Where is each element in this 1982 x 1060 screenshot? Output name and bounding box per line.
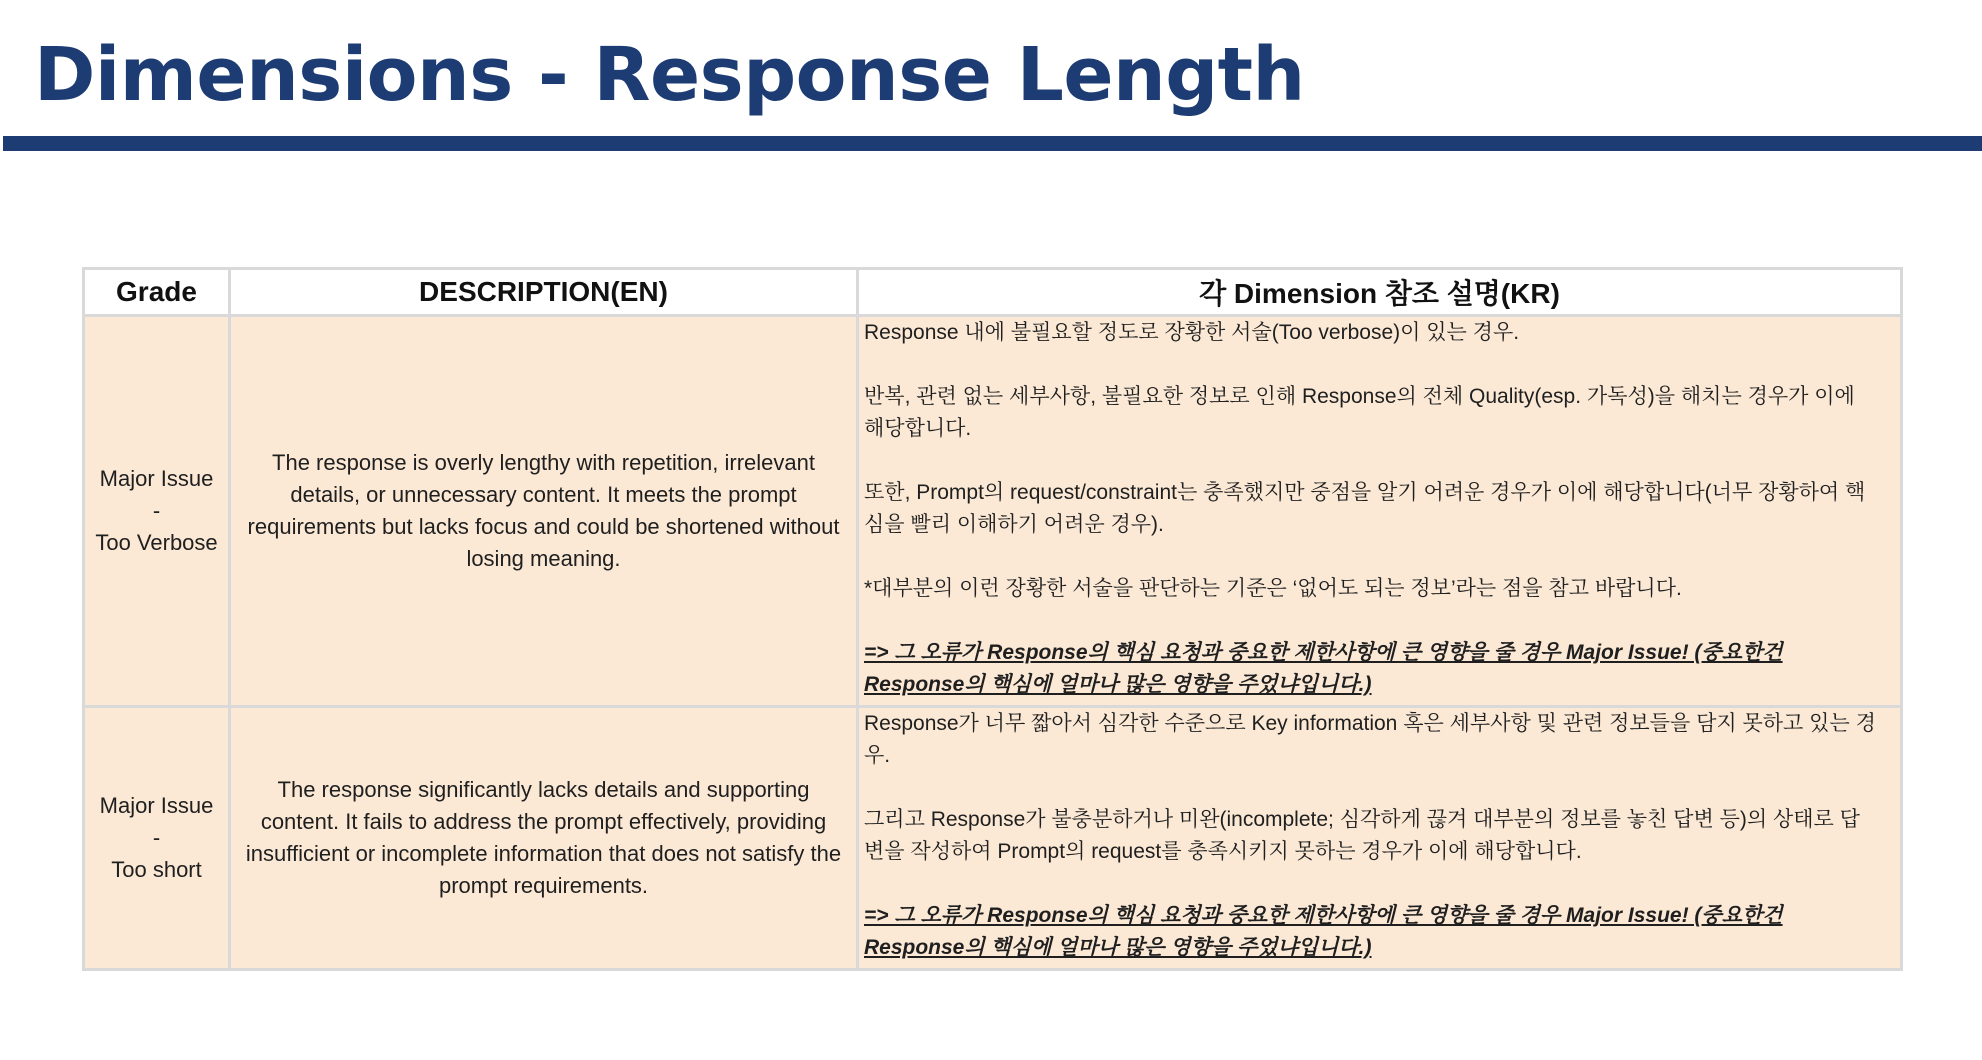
table-row [84,316,1902,707]
header-description-en: DESCRIPTION(EN) [230,269,858,316]
kr-paragraph: *대부분의 이런 장황한 서술을 판단하는 기준은 ‘없어도 되는 정보’라는 점을 참고 바랍니다. [864,577,1682,600]
kr-emphasis-note: => 그 오류가 Response의 핵심 요청과 중요한 제한사항에 큰 영향을 줄 경우 Major Issue! (중요한건 Response의 핵심에 얼마나 많은 영향을 주었냐입니다.) [864,641,1783,696]
header-grade: Grade [84,269,230,316]
description-kr-cell [858,707,1902,970]
grade-cell [84,316,230,707]
header-description-kr: 각 Dimension 참조 설명(KR) [858,269,1902,316]
grade-label-line2: Too short [111,857,202,882]
grade-table [82,267,1903,971]
kr-emphasis-note: => 그 오류가 Response의 핵심 요청과 중요한 제한사항에 큰 영향을 줄 경우 Major Issue! (중요한건 Response의 핵심에 얼마나 많은 영향을 주었냐입니다.) [864,904,1783,959]
grade-cell [84,707,230,970]
description-kr-cell [858,316,1902,707]
grade-label-line1: Major Issue - [99,466,214,523]
slide-title: Dimensions - Response Length [34,32,1305,118]
title-divider [3,136,1982,151]
table-row [84,707,1902,970]
kr-paragraph: Response 내에 불필요할 정도로 장황한 서술(Too verbose)이 있는 경우. [864,321,1520,344]
grade-label-line1: Major Issue - [99,793,214,850]
grade-label-line2: Too Verbose [95,530,218,555]
kr-paragraph: 그리고 Response가 불충분하거나 미완(incomplete; 심각하게 끊겨 대부분의 정보를 놓친 답변 등)의 상태로 답변을 작성하여 Prompt의 request를 충족시키지 못하는 경우가 이에 해당합니다. [864,808,1860,863]
description-en-cell: The response is overly lengthy with repetition, irrelevant details, or unnecessary content. It meets the prompt requirements but lacks focus and could be shortened without losing meaning. [230,316,858,707]
kr-paragraph: Response가 너무 짧아서 심각한 수준으로 Key information 혹은 세부사항 및 관련 정보들을 담지 못하고 있는 경우. [864,712,1876,767]
kr-paragraph: 반복, 관련 없는 세부사항, 불필요한 정보로 인해 Response의 전체 Quality(esp. 가독성)을 해치는 경우가 이에 해당합니다. [864,385,1855,440]
description-en-cell: The response significantly lacks details and supporting content. It fails to address the prompt effectively, providing insufficient or incomplete information that does not satisfy the prompt requirements. [230,707,858,970]
table-header-row [84,269,1902,316]
kr-paragraph: 또한, Prompt의 request/constraint는 충족했지만 중점을 알기 어려운 경우가 이에 해당합니다(너무 장황하여 핵심을 빨리 이해하기 어려운 경우). [864,481,1866,536]
